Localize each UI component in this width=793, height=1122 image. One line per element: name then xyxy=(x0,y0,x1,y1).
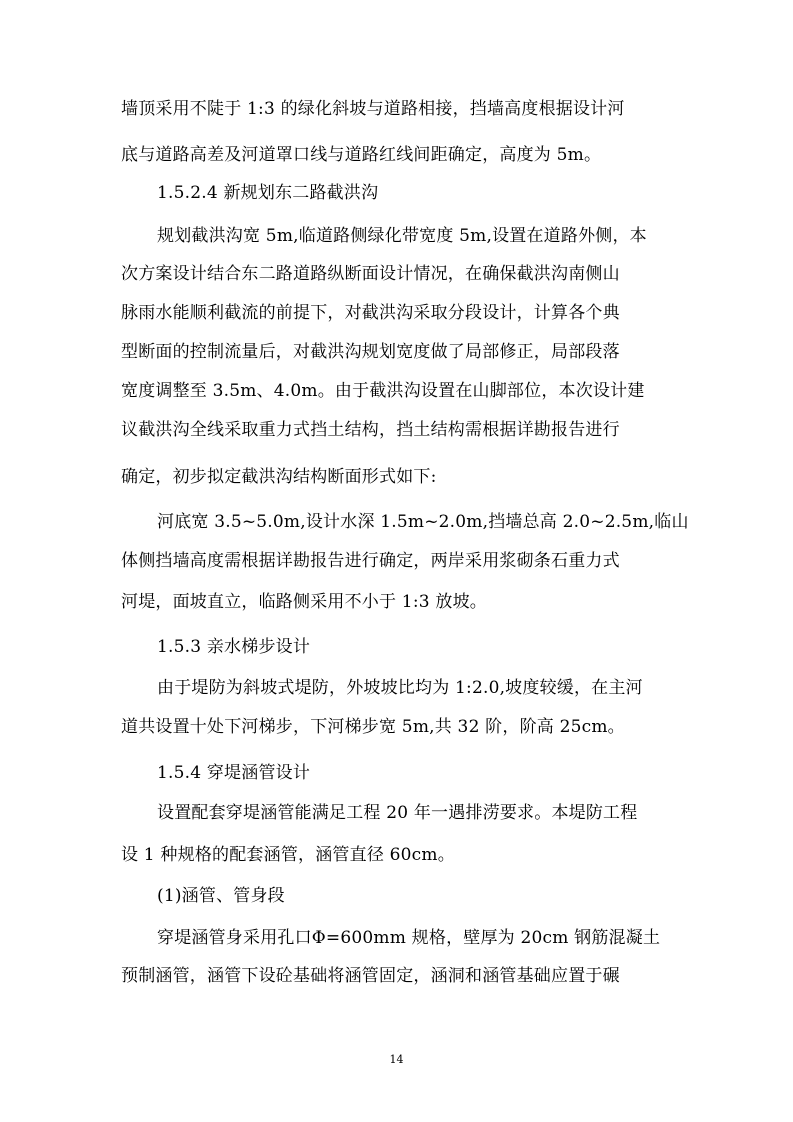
text-line-18: 设置配套穿堤涵管能满足工程 20 年一遇排涝要求。本堤防工程 xyxy=(157,803,638,823)
text-line-16: 道共设置十处下河梯步，下河梯步宽 5m,共 32 阶，阶高 25cm。 xyxy=(121,717,625,737)
text-line-6: 脉雨水能顺利截流的前提下，对截洪沟采取分段设计，计算各个典 xyxy=(121,303,620,323)
text-line-21: 穿堤涵管身采用孔口Φ=600mm 规格，壁厚为 20cm 钢筋混凝土 xyxy=(157,928,661,948)
text-line-13: 河堤，面坡直立，临路侧采用不小于 1:3 放坡。 xyxy=(121,592,487,612)
text-line-7: 型断面的控制流量后，对截洪沟规划宽度做了局部修正，局部段落 xyxy=(121,342,620,362)
section-heading-1-5-2-4: 1.5.2.4 新规划东二路截洪沟 xyxy=(157,183,379,203)
text-line-1: 墙顶采用不陡于 1:3 的绿化斜坡与道路相接，挡墙高度根据设计河 xyxy=(121,99,625,119)
section-heading-1-5-3: 1.5.3 亲水梯步设计 xyxy=(157,637,311,657)
text-line-9: 议截洪沟全线采取重力式挡土结构，挡土结构需根据详勘报告进行 xyxy=(121,420,620,440)
text-line-12: 体侧挡墙高度需根据详勘报告进行确定，两岸采用浆砌条石重力式 xyxy=(121,551,620,571)
section-heading-1-5-4: 1.5.4 穿堤涵管设计 xyxy=(157,763,311,783)
text-line-11: 河底宽 3.5~5.0m,设计水深 1.5m~2.0m,挡墙总高 2.0~2.5m,临山 xyxy=(157,512,689,532)
text-line-15: 由于堤防为斜坡式堤防，外坡坡比均为 1:2.0,坡度较缓，在主河 xyxy=(157,678,643,698)
text-line-22: 预制涵管，涵管下设砼基础将涵管固定，涵洞和涵管基础应置于碾 xyxy=(121,966,620,986)
subsection-heading-culvert-body: (1)涵管、管身段 xyxy=(157,886,285,906)
text-line-5: 次方案设计结合东二路道路纵断面设计情况，在确保截洪沟南侧山 xyxy=(121,264,620,284)
text-line-2: 底与道路高差及河道罩口线与道路红线间距确定，高度为 5m。 xyxy=(121,145,602,165)
text-line-4: 规划截洪沟宽 5m,临道路侧绿化带宽度 5m,设置在道路外侧，本 xyxy=(157,226,647,246)
page-number: 14 xyxy=(389,1053,404,1066)
text-line-8: 宽度调整至 3.5m、4.0m。由于截洪沟设置在山脚部位，本次设计建 xyxy=(121,381,645,401)
text-line-19: 设 1 种规格的配套涵管，涵管直径 60cm。 xyxy=(121,845,455,865)
text-line-10: 确定，初步拟定截洪沟结构断面形式如下: xyxy=(121,467,437,487)
